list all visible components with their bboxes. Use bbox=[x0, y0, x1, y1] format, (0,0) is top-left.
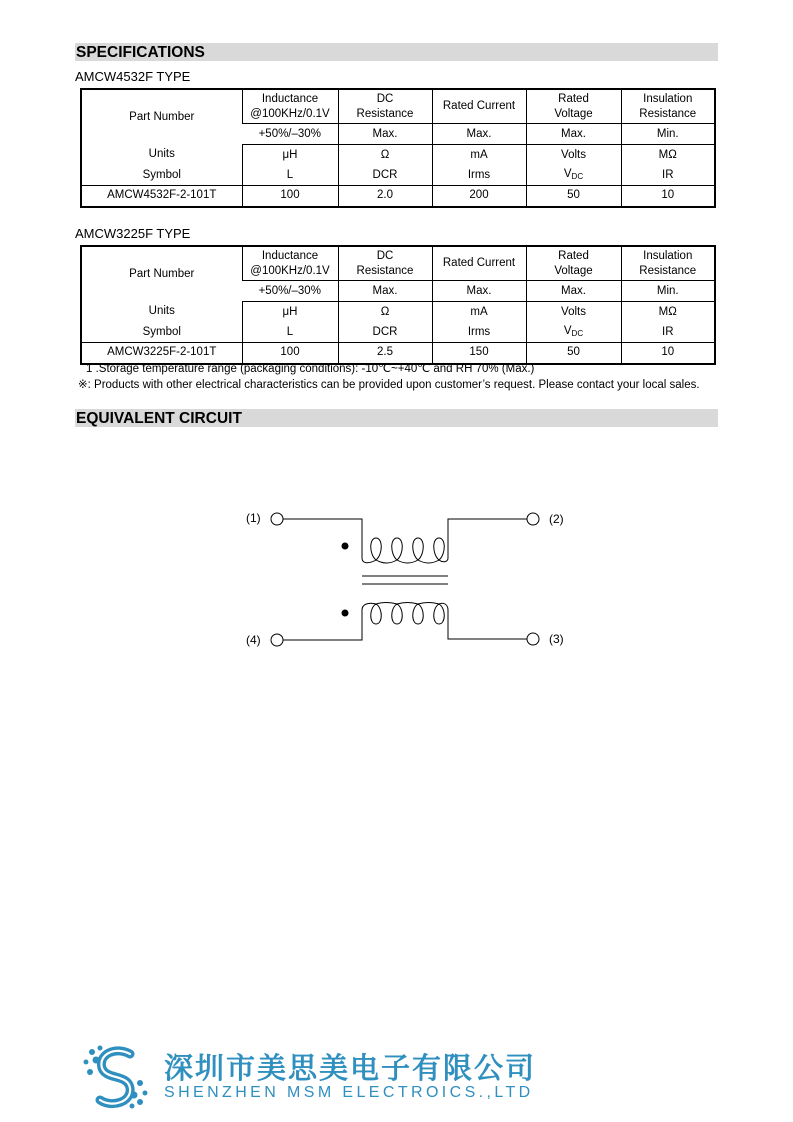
header-rated-current: Rated Current bbox=[432, 246, 526, 281]
min-cell: Min. bbox=[621, 281, 715, 302]
pin-1-label: (1) bbox=[246, 511, 261, 525]
unit-voltage: Volts bbox=[526, 302, 621, 323]
inductance-value: 100 bbox=[242, 343, 338, 365]
unit-current: mA bbox=[432, 302, 526, 323]
min-cell: Min. bbox=[621, 124, 715, 145]
max-cell: Max. bbox=[432, 124, 526, 145]
bottom-winding bbox=[283, 603, 527, 641]
symbol-current: Irms bbox=[432, 165, 526, 186]
unit-dcr: Ω bbox=[338, 145, 432, 166]
header-rated-voltage: Rated Voltage bbox=[526, 246, 621, 281]
current-value: 200 bbox=[432, 186, 526, 208]
pin-3-label: (3) bbox=[549, 632, 564, 646]
top-winding bbox=[283, 519, 527, 563]
terminal-3 bbox=[527, 633, 539, 645]
header-dc-resistance: DC Resistance bbox=[338, 246, 432, 281]
units-label: Units bbox=[148, 305, 175, 318]
symbol-inductance: L bbox=[242, 322, 338, 343]
max-cell: Max. bbox=[338, 281, 432, 302]
company-logo-icon bbox=[78, 1040, 153, 1115]
current-value: 150 bbox=[432, 343, 526, 365]
header-insulation-resistance: Insulation Resistance bbox=[621, 246, 715, 281]
header-insulation-resistance: Insulation Resistance bbox=[621, 89, 715, 124]
header-part-number: Part Number bbox=[129, 110, 195, 123]
inductance-value: 100 bbox=[242, 186, 338, 208]
symbol-label: Symbol bbox=[81, 165, 242, 186]
part-number-value: AMCW3225F-2-101T bbox=[107, 345, 217, 358]
symbol-dcr: DCR bbox=[338, 165, 432, 186]
insulation-value: 10 bbox=[621, 186, 715, 208]
unit-inductance: μH bbox=[242, 145, 338, 166]
symbol-current: Irms bbox=[432, 322, 526, 343]
dcr-value: 2.0 bbox=[338, 186, 432, 208]
terminal-4 bbox=[271, 634, 283, 646]
pin-2-label: (2) bbox=[549, 512, 564, 526]
symbol-voltage: $V_{DC}$ bbox=[526, 322, 621, 343]
equivalent-circuit-diagram bbox=[235, 498, 575, 658]
max-cell: Max. bbox=[338, 124, 432, 145]
company-name-chinese: 深圳市美思美电子有限公司 bbox=[164, 1051, 537, 1085]
custom-note: ※: Products with other electrical characteristics can be provided upon customer’s request. Please contact your local sales. bbox=[78, 379, 700, 391]
top-polarity-dot bbox=[342, 543, 349, 550]
header-part-number: Part Number bbox=[129, 267, 195, 280]
type-title-amcw3225f: AMCW3225F TYPE bbox=[75, 226, 191, 241]
symbol-voltage: $V_{DC}$ bbox=[526, 165, 621, 186]
symbol-dcr: DCR bbox=[338, 322, 432, 343]
header-rated-voltage: Rated Voltage bbox=[526, 89, 621, 124]
symbol-insulation: IR bbox=[621, 322, 715, 343]
part-number-value: AMCW4532F-2-101T bbox=[107, 188, 217, 201]
header-inductance: Inductance @100KHz/0.1V bbox=[242, 89, 338, 124]
unit-current: mA bbox=[432, 145, 526, 166]
header-inductance: Inductance @100KHz/0.1V bbox=[242, 246, 338, 281]
voltage-value: 50 bbox=[526, 186, 621, 208]
unit-voltage: Volts bbox=[526, 145, 621, 166]
tolerance-cell: +50%/–30% bbox=[242, 124, 338, 145]
insulation-value: 10 bbox=[621, 343, 715, 365]
bottom-polarity-dot bbox=[342, 610, 349, 617]
storage-note: 1 .Storage temperature range (packaging conditions): -10℃~+40℃ and RH 70% (Max.) bbox=[86, 363, 535, 375]
max-cell: Max. bbox=[432, 281, 526, 302]
unit-insulation: MΩ bbox=[621, 302, 715, 323]
voltage-value: 50 bbox=[526, 343, 621, 365]
symbol-insulation: IR bbox=[621, 165, 715, 186]
specifications-heading: SPECIFICATIONS bbox=[75, 43, 718, 61]
equivalent-circuit-heading: EQUIVALENT CIRCUIT bbox=[75, 409, 718, 427]
max-cell: Max. bbox=[526, 281, 621, 302]
units-label: Units bbox=[148, 148, 175, 161]
terminal-2 bbox=[527, 513, 539, 525]
pin-4-label: (4) bbox=[246, 633, 261, 647]
max-cell: Max. bbox=[526, 124, 621, 145]
header-dc-resistance: DC Resistance bbox=[338, 89, 432, 124]
dcr-value: 2.5 bbox=[338, 343, 432, 365]
unit-inductance: μH bbox=[242, 302, 338, 323]
type-title-amcw4532f: AMCW4532F TYPE bbox=[75, 69, 191, 84]
unit-insulation: MΩ bbox=[621, 145, 715, 166]
tolerance-cell: +50%/–30% bbox=[242, 281, 338, 302]
spec-table-amcw4532f bbox=[80, 88, 716, 208]
unit-dcr: Ω bbox=[338, 302, 432, 323]
symbol-label: Symbol bbox=[81, 322, 242, 343]
terminal-1 bbox=[271, 513, 283, 525]
spec-table-amcw3225f bbox=[80, 245, 716, 365]
company-name-english: SHENZHEN MSM ELECTROICS.,LTD bbox=[164, 1084, 534, 1101]
symbol-inductance: L bbox=[242, 165, 338, 186]
header-rated-current: Rated Current bbox=[432, 89, 526, 124]
